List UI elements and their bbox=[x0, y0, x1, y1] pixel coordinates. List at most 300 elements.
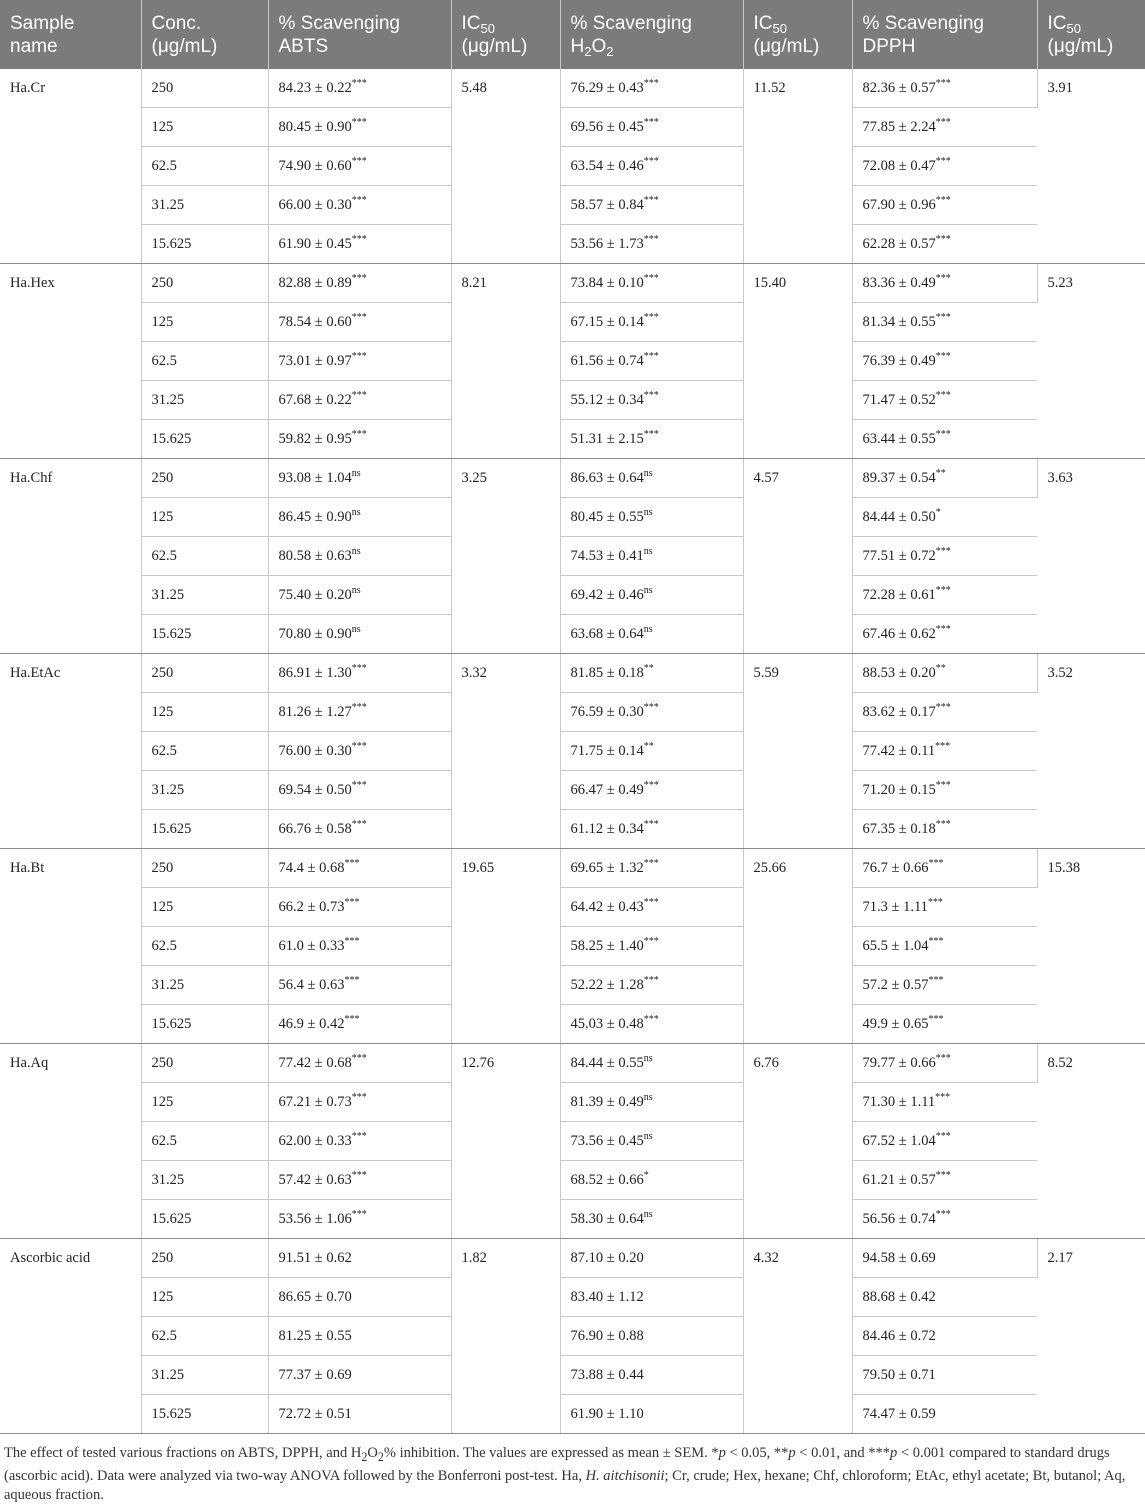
significance-mark: *** bbox=[351, 234, 367, 246]
concentration-cell: 31.25 bbox=[141, 186, 268, 225]
header-row bbox=[0, 0, 1145, 69]
significance-mark: *** bbox=[928, 858, 944, 870]
table-row bbox=[0, 420, 1145, 459]
abts-cell: 53.56 ± 1.06*** bbox=[268, 1200, 451, 1239]
h2o2-cell: 76.90 ± 0.88 bbox=[560, 1317, 743, 1356]
h2o2-cell: 66.47 ± 0.49*** bbox=[560, 771, 743, 810]
abts-cell: 76.00 ± 0.30*** bbox=[268, 732, 451, 771]
ic50-h2o2-cell: 11.52 bbox=[743, 69, 852, 264]
abts-cell: 67.21 ± 0.73*** bbox=[268, 1083, 451, 1122]
h2o2-cell: 58.25 ± 1.40*** bbox=[560, 927, 743, 966]
dpph-cell: 88.53 ± 0.20** bbox=[852, 654, 1037, 693]
abts-cell: 56.4 ± 0.63*** bbox=[268, 966, 451, 1005]
significance-mark: *** bbox=[351, 741, 367, 753]
significance-mark: *** bbox=[351, 156, 367, 168]
sample-name-cell: Ha.Aq bbox=[0, 1044, 141, 1239]
dpph-cell: 77.85 ± 2.24*** bbox=[852, 108, 1037, 147]
concentration-cell: 62.5 bbox=[141, 1317, 268, 1356]
abts-cell: 66.00 ± 0.30*** bbox=[268, 186, 451, 225]
table-row bbox=[0, 1122, 1145, 1161]
table-row bbox=[0, 537, 1145, 576]
dpph-cell: 81.34 ± 0.55*** bbox=[852, 303, 1037, 342]
significance-mark: *** bbox=[935, 1170, 951, 1182]
significance-mark: *** bbox=[351, 273, 367, 285]
significance-mark: *** bbox=[643, 312, 659, 324]
significance-mark: *** bbox=[935, 156, 951, 168]
dpph-cell: 72.28 ± 0.61*** bbox=[852, 576, 1037, 615]
table-row bbox=[0, 615, 1145, 654]
significance-mark: ns bbox=[351, 546, 361, 558]
ic50-abts-cell: 5.48 bbox=[451, 69, 560, 264]
table-row bbox=[0, 1278, 1145, 1317]
h2o2-cell: 52.22 ± 1.28*** bbox=[560, 966, 743, 1005]
concentration-cell: 31.25 bbox=[141, 1356, 268, 1395]
header-ic50-h2o2: $IC_{50}$ (μg/mL) bbox=[743, 0, 852, 69]
h2o2-cell: $58.30 \pm 0.64^{ns}$ bbox=[560, 1200, 743, 1239]
h2o2-cell: 73.84 ± 0.10*** bbox=[560, 264, 743, 303]
h2o2-cell: $69.42 \pm 0.46^{ns}$ bbox=[560, 576, 743, 615]
sample-name-cell: Ha.Hex bbox=[0, 264, 141, 459]
dpph-cell: 88.68 ± 0.42 bbox=[852, 1278, 1037, 1317]
h2o2-cell: 67.15 ± 0.14*** bbox=[560, 303, 743, 342]
significance-mark: *** bbox=[935, 351, 951, 363]
ic50-dpph-cell: 15.38 bbox=[1037, 849, 1145, 1044]
concentration-cell: 250 bbox=[141, 69, 268, 108]
significance-mark: ** bbox=[935, 468, 946, 480]
dpph-cell: 94.58 ± 0.69 bbox=[852, 1239, 1037, 1278]
dpph-cell: 83.62 ± 0.17*** bbox=[852, 693, 1037, 732]
significance-mark: *** bbox=[351, 312, 367, 324]
significance-mark: *** bbox=[351, 1053, 367, 1065]
table-row bbox=[0, 1161, 1145, 1200]
significance-mark: *** bbox=[935, 819, 951, 831]
significance-mark: ** bbox=[935, 663, 946, 675]
header-abts: % Scavenging ABTS bbox=[268, 0, 451, 69]
significance-mark: *** bbox=[935, 273, 951, 285]
significance-mark: *** bbox=[351, 390, 367, 402]
table-row bbox=[0, 147, 1145, 186]
abts-cell: 91.51 ± 0.62 bbox=[268, 1239, 451, 1278]
h2o2-cell: 68.52 ± 0.66* bbox=[560, 1161, 743, 1200]
significance-mark: *** bbox=[643, 351, 659, 363]
ic50-h2o2-cell: 4.57 bbox=[743, 459, 852, 654]
sample-name-cell: Ha.Bt bbox=[0, 849, 141, 1044]
significance-mark: *** bbox=[935, 1092, 951, 1104]
dpph-cell: 74.47 ± 0.59 bbox=[852, 1395, 1037, 1434]
abts-cell: 67.68 ± 0.22*** bbox=[268, 381, 451, 420]
header-h2o2: % Scavenging $H_2O_2$ bbox=[560, 0, 743, 69]
ic50-dpph-cell: 3.52 bbox=[1037, 654, 1145, 849]
h2o2-cell: 71.75 ± 0.14** bbox=[560, 732, 743, 771]
header-ic50-abts: $IC_{50}$ (μg/mL) bbox=[451, 0, 560, 69]
h2o2-cell: 69.56 ± 0.45*** bbox=[560, 108, 743, 147]
dpph-cell: 84.46 ± 0.72 bbox=[852, 1317, 1037, 1356]
ic50-abts-cell: 8.21 bbox=[451, 264, 560, 459]
h2o2-cell: 45.03 ± 0.48*** bbox=[560, 1005, 743, 1044]
table-row bbox=[0, 186, 1145, 225]
table-row bbox=[0, 1005, 1145, 1044]
table-row bbox=[0, 1395, 1145, 1434]
significance-mark: *** bbox=[935, 624, 951, 636]
table-row bbox=[0, 1317, 1145, 1356]
dpph-cell: 76.7 ± 0.66*** bbox=[852, 849, 1037, 888]
dpph-cell: 77.42 ± 0.11*** bbox=[852, 732, 1037, 771]
h2o2-cell: 61.56 ± 0.74*** bbox=[560, 342, 743, 381]
h2o2-cell: $74.53 \pm 0.41^{ns}$ bbox=[560, 537, 743, 576]
dpph-cell: 89.37 ± 0.54** bbox=[852, 459, 1037, 498]
abts-cell: 46.9 ± 0.42*** bbox=[268, 1005, 451, 1044]
table-row bbox=[0, 1356, 1145, 1395]
abts-cell: 77.42 ± 0.68*** bbox=[268, 1044, 451, 1083]
ic50-abts-cell: 12.76 bbox=[451, 1044, 560, 1239]
table-row bbox=[0, 654, 1145, 693]
table-caption: The effect of tested various fractions on ABTS, DPPH, and $H_2O_2\%$ inhibition. The values are expressed as mean ± SEM. *p < 0.05, **p < 0.01, and ***p < 0.001 compared to standard drugs (ascorbic acid). Data were analyzed via two-way ANOVA followed by the Bonferroni post-test. Ha, H. aitchisonii; Cr, crude; Hex, hexane; Chf, chloroform; EtAc, ethyl acetate; Bt, butanol; Aq, aqueous fraction. bbox=[4, 1445, 1126, 1503]
dpph-cell: 57.2 ± 0.57*** bbox=[852, 966, 1037, 1005]
dpph-cell: 61.21 ± 0.57*** bbox=[852, 1161, 1037, 1200]
ic50-dpph-cell: 5.23 bbox=[1037, 264, 1145, 459]
dpph-cell: 63.44 ± 0.55*** bbox=[852, 420, 1037, 459]
significance-mark: *** bbox=[351, 351, 367, 363]
significance-mark: *** bbox=[351, 1209, 367, 1221]
ic50-dpph-cell: 8.52 bbox=[1037, 1044, 1145, 1239]
h2o2-cell: 63.54 ± 0.46*** bbox=[560, 147, 743, 186]
h2o2-cell: 58.57 ± 0.84*** bbox=[560, 186, 743, 225]
concentration-cell: 31.25 bbox=[141, 771, 268, 810]
table-header bbox=[0, 0, 1145, 69]
ic50-dpph-cell: 3.91 bbox=[1037, 69, 1145, 264]
ic50-h2o2-cell: 4.32 bbox=[743, 1239, 852, 1434]
table-row bbox=[0, 1044, 1145, 1083]
significance-mark: ns bbox=[643, 1131, 653, 1143]
significance-mark: *** bbox=[344, 1014, 360, 1026]
concentration-cell: 125 bbox=[141, 888, 268, 927]
abts-cell: 61.90 ± 0.45*** bbox=[268, 225, 451, 264]
table-row bbox=[0, 303, 1145, 342]
dpph-cell: 79.50 ± 0.71 bbox=[852, 1356, 1037, 1395]
significance-mark: *** bbox=[643, 390, 659, 402]
abts-cell: 82.88 ± 0.89*** bbox=[268, 264, 451, 303]
concentration-cell: 250 bbox=[141, 264, 268, 303]
significance-mark: *** bbox=[351, 1170, 367, 1182]
significance-mark: ns bbox=[351, 468, 361, 480]
concentration-cell: 62.5 bbox=[141, 927, 268, 966]
h2o2-cell: 51.31 ± 2.15*** bbox=[560, 420, 743, 459]
concentration-cell: 31.25 bbox=[141, 576, 268, 615]
h2o2-cell: 69.65 ± 1.32*** bbox=[560, 849, 743, 888]
table-row bbox=[0, 342, 1145, 381]
table-row bbox=[0, 381, 1145, 420]
abts-cell: 78.54 ± 0.60*** bbox=[268, 303, 451, 342]
table-row bbox=[0, 810, 1145, 849]
significance-mark: *** bbox=[927, 897, 943, 909]
abts-cell: 86.65 ± 0.70 bbox=[268, 1278, 451, 1317]
significance-mark: *** bbox=[935, 1053, 951, 1065]
abts-cell: $75.40 \pm 0.20^{ns}$ bbox=[268, 576, 451, 615]
concentration-cell: 125 bbox=[141, 498, 268, 537]
significance-mark: *** bbox=[351, 1131, 367, 1143]
significance-mark: *** bbox=[643, 702, 659, 714]
significance-mark: *** bbox=[935, 117, 951, 129]
abts-cell: 69.54 ± 0.50*** bbox=[268, 771, 451, 810]
concentration-cell: 125 bbox=[141, 303, 268, 342]
significance-mark: *** bbox=[351, 819, 367, 831]
concentration-cell: 250 bbox=[141, 459, 268, 498]
dpph-cell: 67.52 ± 1.04*** bbox=[852, 1122, 1037, 1161]
significance-mark: ns bbox=[351, 624, 361, 636]
concentration-cell: 250 bbox=[141, 654, 268, 693]
ic50-h2o2-cell: 25.66 bbox=[743, 849, 852, 1044]
significance-mark: *** bbox=[935, 741, 951, 753]
abts-cell: 84.23 ± 0.22*** bbox=[268, 69, 451, 108]
significance-mark: ns bbox=[351, 585, 361, 597]
concentration-cell: 31.25 bbox=[141, 381, 268, 420]
h2o2-cell: 87.10 ± 0.20 bbox=[560, 1239, 743, 1278]
concentration-cell: 15.625 bbox=[141, 225, 268, 264]
concentration-cell: 125 bbox=[141, 1083, 268, 1122]
table-row bbox=[0, 1083, 1145, 1122]
abts-cell: 74.90 ± 0.60*** bbox=[268, 147, 451, 186]
significance-mark: *** bbox=[935, 1209, 951, 1221]
header-concentration: Conc. (μg/mL) bbox=[141, 0, 268, 69]
sample-name-cell: Ha.Chf bbox=[0, 459, 141, 654]
concentration-cell: 31.25 bbox=[141, 966, 268, 1005]
table-row bbox=[0, 498, 1145, 537]
sample-name-cell: Ascorbic acid bbox=[0, 1239, 141, 1434]
significance-mark: ns bbox=[643, 546, 653, 558]
dpph-cell: 82.36 ± 0.57*** bbox=[852, 69, 1037, 108]
concentration-cell: 31.25 bbox=[141, 1161, 268, 1200]
abts-cell: $70.80 \pm 0.90^{ns}$ bbox=[268, 615, 451, 654]
table-row bbox=[0, 849, 1145, 888]
concentration-cell: 125 bbox=[141, 693, 268, 732]
significance-mark: *** bbox=[344, 936, 360, 948]
significance-mark: *** bbox=[351, 117, 367, 129]
significance-mark: *** bbox=[643, 117, 659, 129]
h2o2-cell: 53.56 ± 1.73*** bbox=[560, 225, 743, 264]
table-row bbox=[0, 732, 1145, 771]
dpph-cell: 71.30 ± 1.11*** bbox=[852, 1083, 1037, 1122]
dpph-cell: 71.3 ± 1.11*** bbox=[852, 888, 1037, 927]
significance-mark: *** bbox=[935, 390, 951, 402]
ic50-dpph-cell: 3.63 bbox=[1037, 459, 1145, 654]
abts-cell: 61.0 ± 0.33*** bbox=[268, 927, 451, 966]
abts-cell: $80.58 \pm 0.63^{ns}$ bbox=[268, 537, 451, 576]
dpph-cell: 65.5 ± 1.04*** bbox=[852, 927, 1037, 966]
concentration-cell: 15.625 bbox=[141, 1395, 268, 1434]
significance-mark: *** bbox=[935, 585, 951, 597]
table-row bbox=[0, 108, 1145, 147]
significance-mark: *** bbox=[643, 429, 659, 441]
abts-cell: 81.25 ± 0.55 bbox=[268, 1317, 451, 1356]
dpph-cell: 84.44 ± 0.50* bbox=[852, 498, 1037, 537]
ic50-abts-cell: 19.65 bbox=[451, 849, 560, 1044]
abts-cell: 66.76 ± 0.58*** bbox=[268, 810, 451, 849]
dpph-cell: 71.20 ± 0.15*** bbox=[852, 771, 1037, 810]
significance-mark: * bbox=[935, 507, 941, 519]
significance-mark: *** bbox=[351, 78, 367, 90]
abts-cell: 62.00 ± 0.33*** bbox=[268, 1122, 451, 1161]
dpph-cell: 67.35 ± 0.18*** bbox=[852, 810, 1037, 849]
table-row bbox=[0, 927, 1145, 966]
concentration-cell: 250 bbox=[141, 1239, 268, 1278]
h2o2-cell: 76.59 ± 0.30*** bbox=[560, 693, 743, 732]
significance-mark: *** bbox=[935, 195, 951, 207]
abts-cell: 80.45 ± 0.90*** bbox=[268, 108, 451, 147]
h2o2-cell: 81.85 ± 0.18** bbox=[560, 654, 743, 693]
h2o2-cell: 73.88 ± 0.44 bbox=[560, 1356, 743, 1395]
concentration-cell: 15.625 bbox=[141, 1200, 268, 1239]
table-body bbox=[0, 69, 1145, 1434]
table-row bbox=[0, 225, 1145, 264]
significance-mark: *** bbox=[351, 429, 367, 441]
dpph-cell: 56.56 ± 0.74*** bbox=[852, 1200, 1037, 1239]
abts-cell: 74.4 ± 0.68*** bbox=[268, 849, 451, 888]
dpph-cell: 49.9 ± 0.65*** bbox=[852, 1005, 1037, 1044]
table-row bbox=[0, 1200, 1145, 1239]
abts-cell: 57.42 ± 0.63*** bbox=[268, 1161, 451, 1200]
significance-mark: ns bbox=[643, 624, 653, 636]
concentration-cell: 62.5 bbox=[141, 1122, 268, 1161]
table-row bbox=[0, 69, 1145, 108]
abts-cell: 66.2 ± 0.73*** bbox=[268, 888, 451, 927]
h2o2-cell: 55.12 ± 0.34*** bbox=[560, 381, 743, 420]
significance-mark: *** bbox=[351, 780, 367, 792]
significance-mark: *** bbox=[643, 156, 659, 168]
significance-mark: ns bbox=[643, 1092, 653, 1104]
significance-mark: *** bbox=[935, 429, 951, 441]
table-row bbox=[0, 888, 1145, 927]
significance-mark: ** bbox=[643, 741, 654, 753]
abts-cell: 73.01 ± 0.97*** bbox=[268, 342, 451, 381]
significance-mark: ** bbox=[643, 663, 654, 675]
significance-mark: *** bbox=[643, 975, 659, 987]
table-row bbox=[0, 771, 1145, 810]
dpph-cell: 77.51 ± 0.72*** bbox=[852, 537, 1037, 576]
table-row bbox=[0, 459, 1145, 498]
h2o2-cell: 83.40 ± 1.12 bbox=[560, 1278, 743, 1317]
significance-mark: *** bbox=[351, 1092, 367, 1104]
table-row bbox=[0, 264, 1145, 303]
dpph-cell: 67.46 ± 0.62*** bbox=[852, 615, 1037, 654]
h2o2-cell: $73.56 \pm 0.45^{ns}$ bbox=[560, 1122, 743, 1161]
significance-mark: *** bbox=[928, 975, 944, 987]
h2o2-cell: $80.45 \pm 0.55^{ns}$ bbox=[560, 498, 743, 537]
significance-mark: *** bbox=[935, 234, 951, 246]
significance-mark: *** bbox=[344, 858, 360, 870]
ic50-dpph-cell: 2.17 bbox=[1037, 1239, 1145, 1434]
significance-mark: *** bbox=[935, 78, 951, 90]
dpph-cell: 62.28 ± 0.57*** bbox=[852, 225, 1037, 264]
significance-mark: *** bbox=[643, 858, 659, 870]
ic50-h2o2-cell: 5.59 bbox=[743, 654, 852, 849]
abts-cell: $93.08 \pm 1.04^{ns}$ bbox=[268, 459, 451, 498]
sample-name-cell: Ha.Cr bbox=[0, 69, 141, 264]
dpph-cell: 67.90 ± 0.96*** bbox=[852, 186, 1037, 225]
h2o2-cell: 76.29 ± 0.43*** bbox=[560, 69, 743, 108]
table-row bbox=[0, 576, 1145, 615]
significance-mark: *** bbox=[935, 780, 951, 792]
table-row bbox=[0, 693, 1145, 732]
significance-mark: *** bbox=[643, 273, 659, 285]
concentration-cell: 62.5 bbox=[141, 147, 268, 186]
header-ic50-dpph: $IC_{50}$ (μg/mL) bbox=[1037, 0, 1145, 69]
abts-cell: $86.45 \pm 0.90^{ns}$ bbox=[268, 498, 451, 537]
significance-mark: *** bbox=[643, 234, 659, 246]
significance-mark: ns bbox=[643, 1209, 653, 1221]
significance-mark: *** bbox=[935, 312, 951, 324]
significance-mark: *** bbox=[643, 936, 659, 948]
significance-mark: *** bbox=[643, 780, 659, 792]
table-row bbox=[0, 1239, 1145, 1278]
h2o2-cell: $81.39 \pm 0.49^{ns}$ bbox=[560, 1083, 743, 1122]
concentration-cell: 15.625 bbox=[141, 810, 268, 849]
significance-mark: *** bbox=[643, 78, 659, 90]
dpph-cell: 71.47 ± 0.52*** bbox=[852, 381, 1037, 420]
abts-cell: 72.72 ± 0.51 bbox=[268, 1395, 451, 1434]
dpph-cell: 76.39 ± 0.49*** bbox=[852, 342, 1037, 381]
significance-mark: *** bbox=[351, 702, 367, 714]
concentration-cell: 250 bbox=[141, 849, 268, 888]
significance-mark: *** bbox=[935, 702, 951, 714]
abts-cell: 86.91 ± 1.30*** bbox=[268, 654, 451, 693]
ic50-h2o2-cell: 15.40 bbox=[743, 264, 852, 459]
significance-mark: *** bbox=[928, 936, 944, 948]
significance-mark: *** bbox=[351, 663, 367, 675]
concentration-cell: 125 bbox=[141, 108, 268, 147]
significance-mark: *** bbox=[351, 195, 367, 207]
ic50-abts-cell: 1.82 bbox=[451, 1239, 560, 1434]
significance-mark: ns bbox=[643, 1053, 653, 1065]
ic50-abts-cell: 3.25 bbox=[451, 459, 560, 654]
header-sample-name: Sample name bbox=[0, 0, 141, 69]
significance-mark: ns bbox=[643, 507, 653, 519]
significance-mark: *** bbox=[935, 546, 951, 558]
concentration-cell: 62.5 bbox=[141, 537, 268, 576]
concentration-cell: 62.5 bbox=[141, 732, 268, 771]
significance-mark: ns bbox=[643, 585, 653, 597]
concentration-cell: 15.625 bbox=[141, 615, 268, 654]
significance-mark: * bbox=[643, 1170, 649, 1182]
h2o2-cell: $86.63 \pm 0.64^{ns}$ bbox=[560, 459, 743, 498]
significance-mark: ns bbox=[643, 468, 653, 480]
significance-mark: ns bbox=[351, 507, 361, 519]
significance-mark: *** bbox=[643, 195, 659, 207]
dpph-cell: 83.36 ± 0.49*** bbox=[852, 264, 1037, 303]
h2o2-cell: 61.90 ± 1.10 bbox=[560, 1395, 743, 1434]
dpph-cell: 79.77 ± 0.66*** bbox=[852, 1044, 1037, 1083]
abts-cell: 77.37 ± 0.69 bbox=[268, 1356, 451, 1395]
header-dpph: % Scavenging DPPH bbox=[852, 0, 1037, 69]
significance-mark: *** bbox=[643, 897, 659, 909]
sample-name-cell: Ha.EtAc bbox=[0, 654, 141, 849]
h2o2-cell: 61.12 ± 0.34*** bbox=[560, 810, 743, 849]
significance-mark: *** bbox=[643, 1014, 659, 1026]
significance-mark: *** bbox=[928, 1014, 944, 1026]
dpph-cell: 72.08 ± 0.47*** bbox=[852, 147, 1037, 186]
significance-mark: *** bbox=[935, 1131, 951, 1143]
concentration-cell: 15.625 bbox=[141, 420, 268, 459]
abts-cell: 59.82 ± 0.95*** bbox=[268, 420, 451, 459]
concentration-cell: 125 bbox=[141, 1278, 268, 1317]
concentration-cell: 62.5 bbox=[141, 342, 268, 381]
abts-cell: 81.26 ± 1.27*** bbox=[268, 693, 451, 732]
significance-mark: *** bbox=[344, 975, 360, 987]
concentration-cell: 15.625 bbox=[141, 1005, 268, 1044]
significance-mark: *** bbox=[643, 819, 659, 831]
concentration-cell: 250 bbox=[141, 1044, 268, 1083]
h2o2-cell: 64.42 ± 0.43*** bbox=[560, 888, 743, 927]
significance-mark: *** bbox=[344, 897, 360, 909]
